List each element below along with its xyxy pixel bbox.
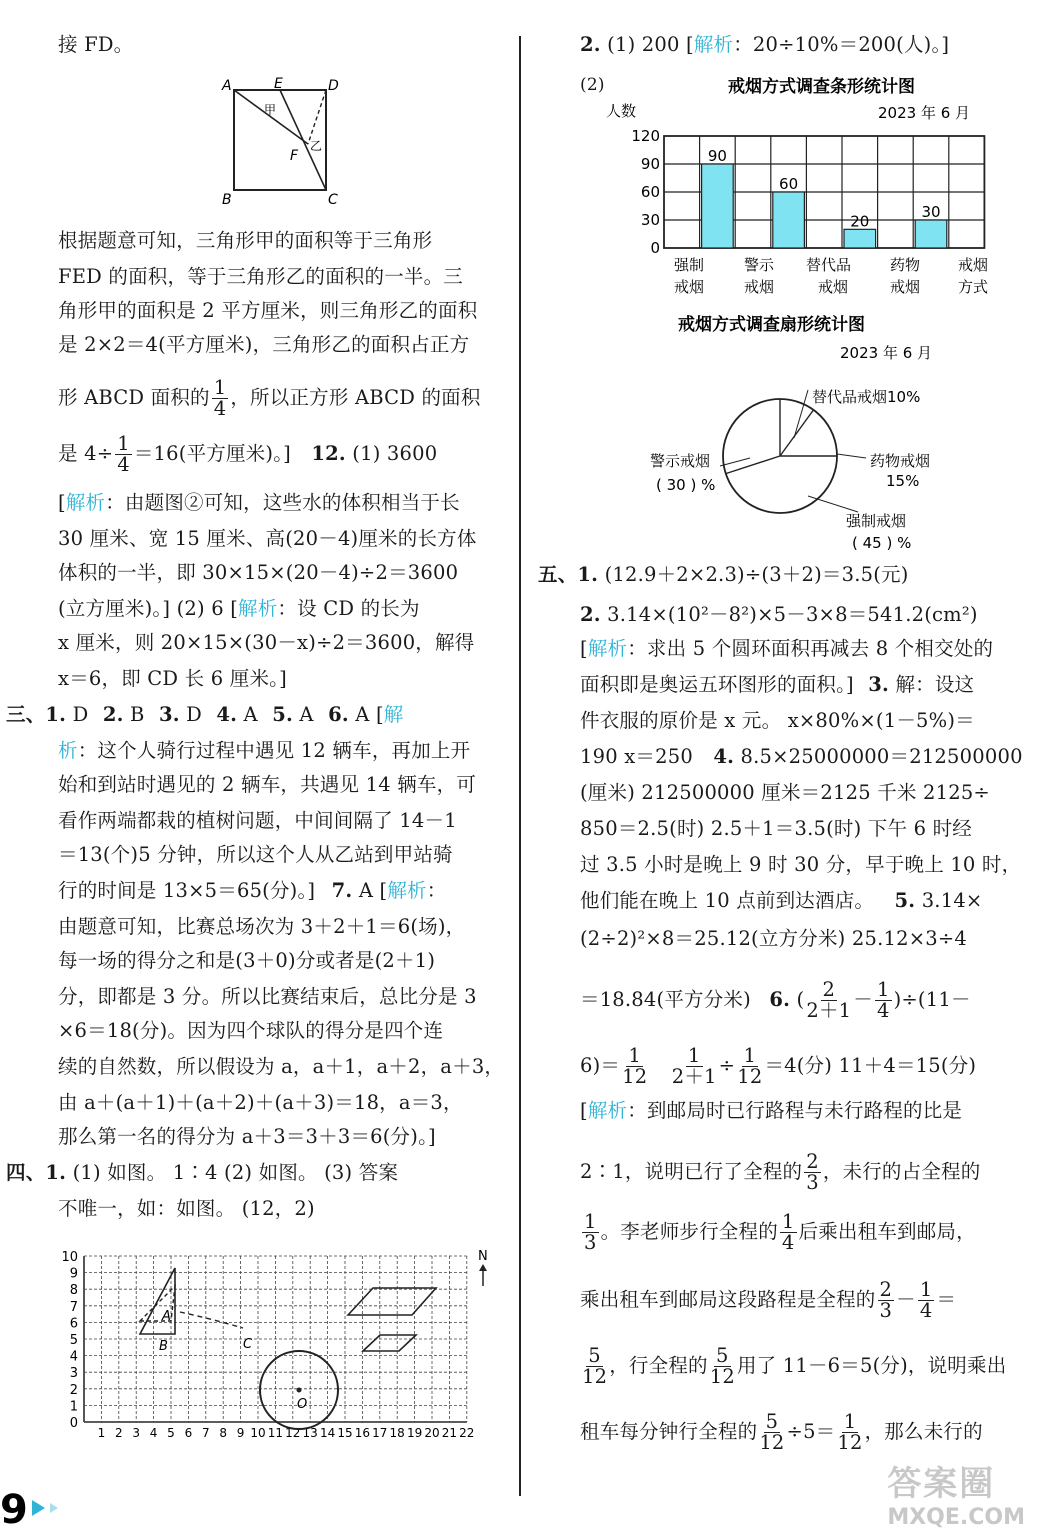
watermark-url: MXQE.COM (887, 1505, 1025, 1530)
x-tick-label: 2 (114, 1426, 123, 1440)
numerator: 1 (919, 1278, 933, 1301)
x-tick-label: 22 (459, 1426, 475, 1440)
bar (702, 164, 734, 248)
y-tick-label: 0 (69, 1416, 78, 1431)
category-label: 强制 (674, 256, 705, 274)
y-tick-label: 7 (69, 1299, 78, 1315)
text: ＝4(分) 11＋4＝15(分) (764, 1054, 977, 1077)
x-tick-label: 11 (267, 1426, 284, 1440)
answer: D (72, 703, 89, 726)
analysis-tag: 解析 (693, 33, 734, 56)
slice-boundary (780, 410, 814, 456)
leader-line (794, 390, 808, 438)
label-yi: 乙 (310, 139, 323, 153)
denominator: 12 (837, 1431, 863, 1454)
y-tick-label: 0 (650, 239, 660, 257)
text-line: 那么第一名的得分为 a＋3＝3＋3＝6(分)。] (58, 1125, 436, 1148)
question-number: 1. (45, 703, 67, 726)
text: [ (58, 491, 66, 514)
y-tick-label: 60 (640, 183, 660, 201)
text: ，那么未行的 (864, 1420, 983, 1443)
text: ：20÷10%＝200(人)。] (733, 33, 950, 56)
text-line (58, 596, 420, 622)
denominator: 4 (117, 453, 130, 476)
y-axis-unit: 人数 (606, 102, 637, 120)
denominator: 3 (879, 1299, 893, 1322)
text-line (580, 32, 949, 58)
text: 行的时间是 13×5＝65(分)。] (58, 879, 316, 902)
leader-line (808, 496, 858, 512)
text: 他们能在晚上 10 点前到达酒店。 (580, 889, 875, 912)
fraction (780, 1212, 797, 1253)
text-line: 分，即都是 3 分。所以比赛结束后，总比分是 3 (58, 985, 477, 1008)
numerator: 2 (806, 1150, 819, 1173)
column-divider (519, 36, 521, 1496)
grid-lines (84, 1256, 467, 1422)
text: 190 x＝250 (580, 745, 693, 768)
fraction (622, 1046, 647, 1087)
label-jia: 甲 (264, 103, 277, 117)
y-tick-label: 1 (69, 1399, 78, 1415)
denominator: 4 (213, 397, 227, 420)
x-tick-label: 4 (149, 1426, 158, 1440)
text: (12.9＋2×2.3)÷(3＋2)＝3.5(元) (604, 563, 909, 586)
question-number: 4. (713, 745, 735, 768)
text: ：这个人骑行过程中遇见 12 辆车，再加上开 (77, 739, 471, 762)
text-line: 体积的一半，即 30×15×(20－4)÷2＝3600 (58, 561, 459, 584)
label-b: B (159, 1339, 168, 1354)
text: 是 4÷ (58, 442, 114, 465)
text-line (58, 378, 481, 419)
analysis-tag: 析 (58, 739, 78, 762)
text-line (580, 888, 982, 914)
denominator: 2＋1 (806, 999, 852, 1022)
y-tick-label: 10 (61, 1250, 78, 1265)
text-line: 件衣服的原价是 x 元。 x×80%×(1－5%)＝ (580, 709, 975, 732)
pie-marks (720, 390, 866, 513)
text-line (580, 1346, 1006, 1387)
text-line (580, 1152, 980, 1193)
label-c: C (328, 192, 338, 208)
numerator: 2 (822, 978, 836, 1001)
text: － (853, 988, 873, 1011)
leader-line (720, 458, 750, 466)
question-number: 7. (331, 879, 353, 902)
numerator: 2 (879, 1278, 893, 1301)
denominator: 12 (759, 1431, 785, 1454)
y-tick-label: 2 (69, 1382, 78, 1398)
x-tick-label: 19 (406, 1426, 423, 1440)
text-line (580, 1046, 976, 1087)
slice-label: 替代品戒烟10% (812, 388, 921, 406)
analysis-tag: 解析 (238, 597, 278, 620)
fraction (582, 1212, 599, 1253)
text-line: 是 2×2＝4(平方厘米)，三角形乙的面积占正方 (58, 333, 470, 356)
question-number: 2. (102, 703, 124, 726)
x-tick-label: 17 (372, 1426, 388, 1440)
text: 3.14×(10²－8²)×5－3×8＝541.2(cm²) (607, 603, 978, 626)
text: ＝18.84(平方分米) (580, 988, 751, 1011)
text-line (58, 434, 437, 475)
slice-label: 警示戒烟 (650, 452, 711, 470)
text-line (580, 1412, 983, 1453)
text-line: ＝13(个)5 分钟，所以这个人从乙站到甲站骑 (58, 843, 453, 866)
text: [ (580, 1099, 588, 1122)
text: ：由题图②可知，这些水的体积相当于长 (105, 491, 460, 514)
analysis-tag: 解析 (387, 879, 427, 902)
label-c: C (243, 1337, 253, 1352)
denominator: 4 (876, 999, 890, 1022)
text: 解：设这 (895, 673, 975, 696)
x-tick-label: 7 (201, 1426, 210, 1440)
question-number: 6. (328, 703, 349, 726)
bar-value-label: 20 (850, 212, 870, 231)
text-line: 接 FD。 (58, 33, 134, 56)
text-line: 续的自然数，所以假设为 a，a＋1，a＋2，a＋3， (58, 1055, 505, 1078)
section-number: 五、 (538, 563, 578, 586)
text: )÷(11－ (893, 988, 971, 1011)
x-tick-label: 18 (389, 1426, 405, 1440)
numerator: 1 (213, 376, 227, 399)
label-b: B (222, 192, 232, 208)
text: ＝16(平方厘米)。] (133, 442, 291, 465)
fraction (115, 434, 132, 475)
text-line: x 厘米，则 20×15×(30－x)÷2＝3600，解得 (58, 631, 475, 654)
x-tick-label: 10 (250, 1426, 266, 1440)
leader-line (837, 454, 866, 458)
bar (915, 220, 947, 248)
text-line: ×6＝18(分)。因为四个球队的得分是四个连 (58, 1019, 444, 1042)
text-line: 始和到站时遇见的 2 辆车，共遇见 14 辆车，可 (58, 773, 477, 796)
section-number: 四、 (6, 1161, 46, 1184)
numerator: 1 (117, 432, 130, 455)
x-tick-label: 15 (337, 1426, 353, 1440)
denominator: 3 (806, 1171, 819, 1194)
denominator: 3 (584, 1231, 597, 1254)
text: 6)＝ (580, 1054, 621, 1077)
x-tick-label: 12 (285, 1426, 301, 1440)
question-number: 2. (580, 33, 601, 56)
text: ÷ (718, 1054, 736, 1077)
text-line: (2) (580, 75, 605, 95)
bar-marks (702, 147, 947, 248)
x-tick-label: 14 (319, 1426, 336, 1440)
category-label: 戒烟 (890, 278, 921, 296)
answer: D (186, 703, 202, 726)
text-line: 30 厘米、宽 15 厘米、高(20－4)厘米的长方体 (58, 527, 477, 550)
text: ，所以正方形 ABCD 的面积 (230, 386, 481, 409)
text: 乘出租车到邮局这段路程是全程的 (580, 1288, 876, 1311)
answer: A (243, 703, 258, 726)
numerator: 1 (584, 1210, 597, 1233)
text-line (580, 744, 1023, 770)
y-tick-label: 4 (69, 1349, 78, 1365)
fraction (759, 1412, 784, 1453)
text: 后乘出租车到邮局， (798, 1220, 976, 1243)
text-line (580, 1212, 976, 1253)
chart-date: 2023 年 6 月 (878, 104, 971, 122)
text-line: x＝6，即 CD 长 6 厘米。] (58, 667, 287, 690)
coordinate-grid (58, 1240, 498, 1450)
numerator: 1 (628, 1044, 642, 1067)
text: 面积即是奥运五环图形的面积。] (580, 673, 854, 696)
text-line: (厘米) 212500000 厘米＝2125 千米 2125÷ (580, 781, 990, 804)
bar-ticks (631, 127, 660, 257)
analysis-tag: 解 (383, 703, 404, 726)
text-line (58, 878, 446, 904)
fraction (672, 1046, 717, 1087)
text: 。李老师步行全程的 (600, 1220, 778, 1243)
label-f: F (290, 148, 299, 164)
text-line: 由 a＋(a＋1)＋(a＋2)＋(a＋3)＝18，a＝3， (58, 1091, 463, 1114)
square-diagram (218, 74, 358, 209)
slice-label: 15% (886, 472, 920, 490)
text-line (580, 672, 974, 698)
text: ：到邮局时已行路程与未行路程的比是 (627, 1099, 963, 1122)
question-number: 3. (158, 703, 180, 726)
text: ÷5＝ (786, 1420, 836, 1443)
text-line (538, 562, 909, 588)
numerator: 1 (843, 1410, 857, 1433)
label-a: A (162, 1309, 171, 1324)
label-e: E (274, 76, 283, 92)
category-label: 戒烟 (818, 278, 849, 296)
analysis-tag: 解析 (65, 491, 106, 514)
analysis-tag: 解析 (587, 637, 628, 660)
text-line: 850＝2.5(时) 2.5＋1＝3.5(时) 下午 6 时经 (580, 817, 972, 840)
answer: A [ (358, 879, 388, 902)
numerator: 5 (765, 1410, 779, 1433)
text: (1) 200 [ (607, 33, 694, 56)
y-tick-label: 6 (69, 1316, 78, 1332)
numerator: 1 (743, 1044, 757, 1067)
text-line: 过 3.5 小时是晚上 9 时 30 分，早于晚上 10 时， (580, 853, 1022, 876)
north-arrow-head (479, 1264, 487, 1271)
text: ： (426, 879, 447, 902)
text-line: FED 的面积，等于三角形乙的面积的一半。三 (58, 265, 463, 288)
slice-label: 强制戒烟 (846, 512, 907, 530)
text: [ (580, 637, 588, 660)
text-line (580, 636, 993, 662)
numerator: 5 (588, 1344, 601, 1367)
x-tick-label: 13 (302, 1426, 318, 1440)
x-tick-label: 5 (167, 1426, 175, 1440)
category-label: 戒烟 (674, 278, 705, 296)
segment-fd (308, 90, 326, 144)
x-tick-label: 21 (441, 1426, 458, 1440)
text-line: 角形甲的面积是 2 平方厘米，则三角形乙的面积 (58, 299, 478, 322)
label-d: D (328, 78, 339, 94)
denominator: 2＋1 (671, 1065, 717, 1088)
y-tick-label: 9 (69, 1266, 78, 1282)
denominator: 12 (737, 1065, 763, 1088)
slice-label: 药物戒烟 (870, 452, 931, 470)
axis-label: 戒烟 (958, 256, 989, 274)
slice-label: ( 30 ) % (656, 476, 716, 494)
question-number: 3. (868, 673, 890, 696)
x-tick-label: 20 (424, 1426, 440, 1440)
bar-value-label: 30 (921, 203, 941, 221)
denominator: 4 (919, 1299, 933, 1322)
text: ＝ (936, 1288, 957, 1311)
bar (773, 192, 805, 248)
parallelogram-small (363, 1335, 416, 1351)
page-arrow-icon (32, 1500, 45, 1516)
fraction (837, 1412, 862, 1453)
denominator: 12 (582, 1365, 608, 1388)
parallelogram-large (348, 1288, 436, 1315)
text-line: 根据题意可知，三角形甲的面积等于三角形 (58, 229, 433, 252)
text: 形 ABCD 面积的 (58, 386, 210, 409)
bar-value-label: 90 (707, 147, 727, 165)
question-number: 6. (769, 988, 791, 1011)
answer: B (130, 703, 145, 726)
question-number: 1. (45, 1161, 67, 1184)
text-line (580, 602, 978, 628)
segment-af (234, 90, 308, 144)
text-line (58, 738, 470, 764)
text-line (6, 702, 403, 728)
page-number: 9 (0, 1487, 28, 1533)
label-a: A (222, 78, 232, 94)
bar (844, 229, 876, 248)
text-line: 不唯一，如：如图。 (12，2) (58, 1197, 315, 1220)
question-number: 12. (311, 442, 346, 465)
x-tick-label: 9 (236, 1426, 245, 1440)
numerator: 5 (716, 1344, 729, 1367)
fraction (804, 1152, 821, 1193)
y-tick-label: 90 (640, 155, 660, 173)
numerator: 1 (687, 1044, 701, 1067)
chart-title: 戒烟方式调查扇形统计图 (678, 315, 865, 335)
north-label: N (478, 1249, 488, 1264)
question-number: 2. (580, 603, 601, 626)
watermark-logo: 答案圈 (887, 1464, 996, 1504)
y-tick-label: 120 (631, 127, 660, 145)
rotation-path (180, 1312, 243, 1328)
center-point (297, 1388, 302, 1393)
text-line: 每一场的得分之和是(3＋0)分或者是(2＋1) (58, 949, 436, 972)
y-tick-label: 8 (69, 1283, 78, 1299)
category-label: 警示 (744, 256, 775, 274)
text: (1) 如图。 1∶4 (2) 如图。 (3) 答案 (72, 1161, 399, 1184)
text-line (580, 1098, 962, 1124)
label-o: O (297, 1397, 308, 1412)
text-line: (2÷2)²×8＝25.12(立方分米) 25.12×3÷4 (580, 927, 967, 950)
x-tick-label: 3 (132, 1426, 141, 1440)
answer: A (299, 703, 314, 726)
denominator: 12 (622, 1065, 648, 1088)
section-number: 三、 (6, 703, 46, 726)
text-line (580, 980, 971, 1021)
chart-title: 戒烟方式调查条形统计图 (728, 77, 915, 97)
denominator: 12 (709, 1365, 735, 1388)
category-label: 替代品 (806, 256, 852, 274)
y-tick-label: 3 (69, 1366, 78, 1382)
text: (1) 3600 (352, 442, 438, 465)
text: ，未行的占全程的 (822, 1160, 981, 1183)
x-tick-label: 6 (184, 1426, 193, 1440)
text: ，行全程的 (609, 1354, 708, 1377)
bar-value-label: 60 (779, 175, 799, 193)
fraction (878, 1280, 895, 1321)
text: 3.14× (921, 889, 983, 912)
fraction (212, 378, 229, 419)
text: 租车每分钟行全程的 (580, 1420, 758, 1443)
analysis-tag: 解析 (587, 1099, 628, 1122)
fraction (918, 1280, 935, 1321)
axis-label: 方式 (958, 278, 989, 296)
text-line (6, 1160, 398, 1186)
triangle-shape (140, 1268, 175, 1334)
answer: A [ (355, 703, 384, 726)
pie-chart (568, 308, 1037, 568)
text: (立方厘米)。] (2) 6 [ (58, 597, 239, 620)
text: ：求出 5 个圆环面积再减去 8 个相交处的 (627, 637, 994, 660)
chart-date: 2023 年 6 月 (840, 344, 933, 362)
y-tick-label: 30 (640, 211, 660, 229)
text: ( (796, 988, 805, 1011)
text: 2∶1，说明已行了全程的 (580, 1160, 803, 1183)
text-line: 看作两端都栽的植树问题，中间间隔了 14－1 (58, 809, 457, 832)
page-arrow-small-icon (50, 1503, 58, 1513)
text: 用了 11－6＝5(分)，说明乘出 (736, 1354, 1007, 1377)
bar-chart (578, 70, 1037, 300)
question-number: 5. (894, 889, 916, 912)
text-line (58, 490, 460, 516)
x-tick-label: 1 (97, 1426, 106, 1440)
fraction (582, 1346, 607, 1387)
category-label: 戒烟 (744, 278, 775, 296)
text-line: 由题意可知，比赛总场次为 3＋2＋1＝6(场)， (58, 915, 466, 938)
text: 8.5×25000000＝212500000 (740, 745, 1023, 768)
numerator: 1 (781, 1210, 795, 1233)
grid-labels (61, 1250, 474, 1440)
denominator: 4 (781, 1231, 795, 1254)
slice-label: ( 45 ) % (852, 534, 912, 552)
fraction (875, 980, 892, 1021)
question-number: 4. (216, 703, 238, 726)
watermark (887, 1456, 1025, 1530)
question-number: 5. (272, 703, 293, 726)
numerator: 1 (876, 978, 890, 1001)
x-tick-label: 16 (354, 1426, 371, 1440)
y-tick-label: 5 (69, 1333, 78, 1348)
slice-boundary (726, 456, 780, 474)
x-tick-label: 8 (219, 1426, 228, 1440)
fraction (806, 980, 851, 1021)
text: － (896, 1288, 916, 1311)
fraction (737, 1046, 762, 1087)
question-number: 1. (577, 563, 599, 586)
text: ：设 CD 的长为 (277, 597, 420, 620)
fraction (710, 1346, 735, 1387)
category-label: 药物 (890, 256, 921, 274)
text-line (580, 1280, 956, 1321)
